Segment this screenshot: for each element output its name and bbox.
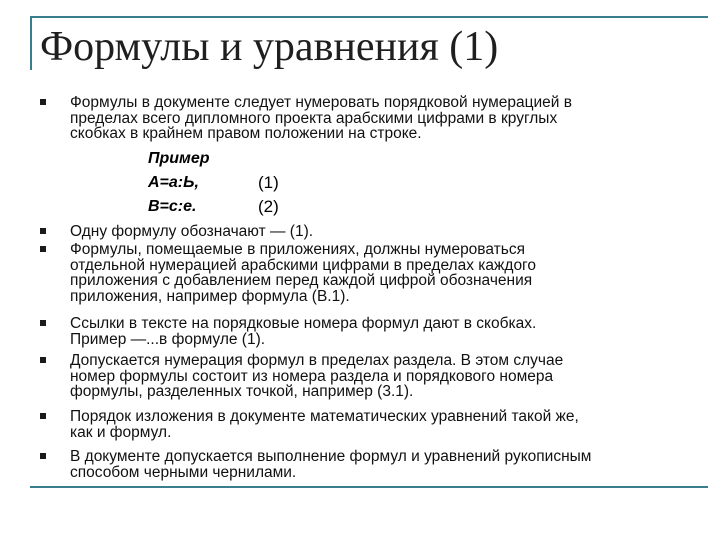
list-item-line: Одну формулу обозначают — (1). bbox=[70, 223, 314, 240]
list-item-line: пределах всего дипломного проекта арабскими цифрами в круглых bbox=[70, 109, 558, 127]
list-item-line: приложения с добавлением перед каждой цифрой обозначения bbox=[70, 272, 533, 289]
bullet-marker bbox=[40, 320, 46, 326]
example-formula-2: В=с:е. bbox=[148, 198, 197, 215]
bullet-marker bbox=[40, 413, 46, 419]
bullet-marker bbox=[40, 357, 46, 363]
list-item-line: приложения, например формула (В.1). bbox=[70, 287, 350, 305]
list-item-6 bbox=[70, 409, 670, 440]
example-formula-2-number: (2) bbox=[258, 197, 279, 216]
list-item-1 bbox=[70, 95, 670, 142]
frame-top-rule bbox=[30, 16, 708, 18]
list-item-line: Допускается нумерация формул в пределах раздела. В этом случае bbox=[70, 352, 564, 369]
slide-title: Формулы и уравнения (1) bbox=[40, 24, 499, 70]
frame-left-rule bbox=[30, 16, 32, 70]
list-item-7 bbox=[70, 449, 670, 480]
list-item-line: В документе допускается выполнение формул и уравнений рукописным bbox=[70, 448, 592, 465]
list-item-line: формулы, разделенных точкой, например (3.1). bbox=[70, 383, 414, 400]
example-label: Пример bbox=[148, 150, 210, 167]
list-item-line: способом черными чернилами. bbox=[70, 463, 297, 481]
list-item-line: Порядок изложения в документе математических уравнений такой же, bbox=[70, 408, 579, 425]
list-item-line: Формулы в документе следует нумеровать порядковой нумерацией в bbox=[70, 94, 572, 111]
bullet-marker bbox=[40, 453, 46, 459]
example-formula-1: А=а:Ь, bbox=[148, 174, 199, 191]
example-formula-1-number: (1) bbox=[258, 173, 279, 192]
bullet-marker bbox=[40, 228, 46, 234]
list-item-line: как и формул. bbox=[70, 423, 172, 441]
list-item-line: отдельной нумерацией арабскими цифрами в пределах каждого bbox=[70, 256, 536, 274]
list-item-line: Пример —...в формуле (1). bbox=[70, 330, 266, 348]
frame-bottom-rule bbox=[30, 486, 708, 488]
list-item-5 bbox=[70, 353, 670, 400]
list-item-3 bbox=[70, 242, 670, 304]
list-item-line: Ссылки в тексте на порядковые номера формул дают в скобках. bbox=[70, 315, 537, 332]
list-item-line: скобках в крайнем правом положении на строке. bbox=[70, 125, 422, 142]
list-item-4 bbox=[70, 316, 670, 347]
bullet-marker bbox=[40, 246, 46, 252]
list-item-line: Формулы, помещаемые в приложениях, должны нумероваться bbox=[70, 241, 525, 258]
list-item-line: номер формулы состоит из номера раздела и порядкового номера bbox=[70, 367, 554, 385]
bullet-marker bbox=[40, 99, 46, 105]
list-item-2 bbox=[70, 224, 670, 240]
